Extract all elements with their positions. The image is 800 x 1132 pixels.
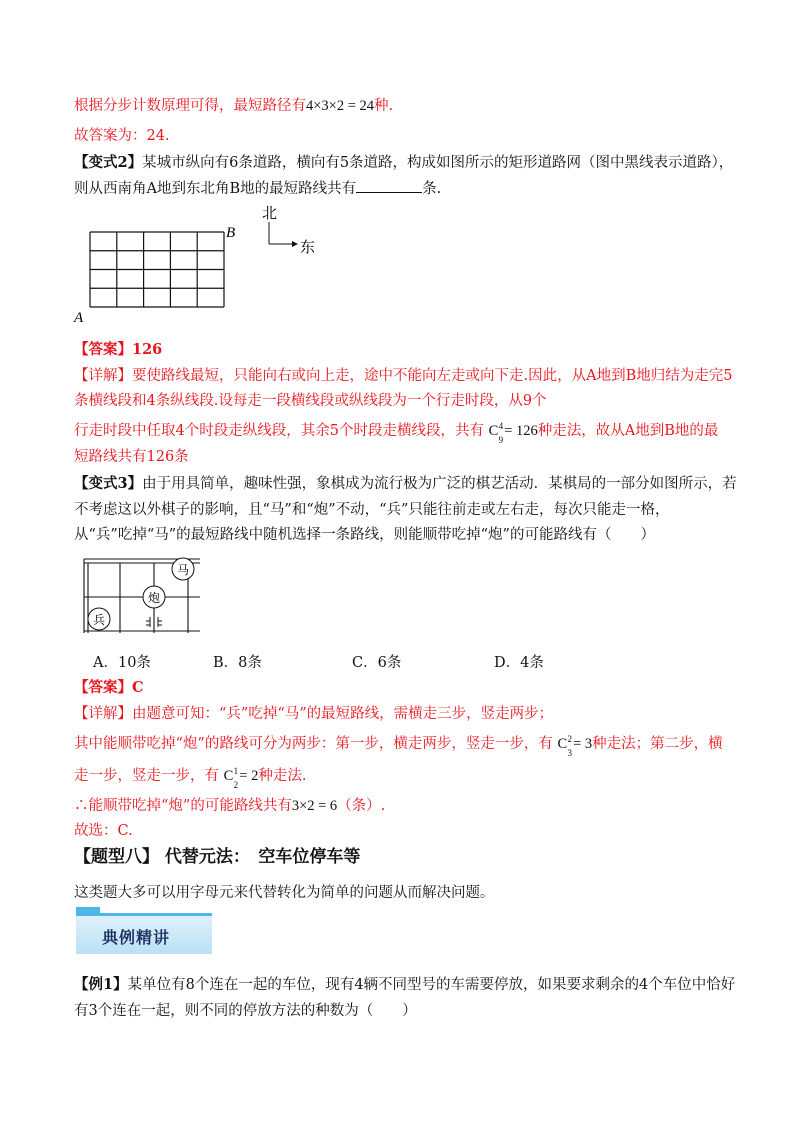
answer-blank <box>356 178 422 193</box>
chess-piece-bing-label: 兵 <box>93 613 106 627</box>
comb-base: C <box>488 423 499 439</box>
question-tag: 【变式3】 <box>74 475 143 492</box>
road-grid-figure <box>70 200 330 326</box>
chess-piece-pao-label: 炮 <box>148 591 161 605</box>
question-line: 有3个连在一起，则不同的停放方法的种数为（ ） <box>74 1003 417 1019</box>
text-span: 走一步，竖走一步，有 <box>74 768 219 784</box>
chess-piece-ma-label: 马 <box>177 563 190 577</box>
text-span: 种走法. <box>258 768 307 784</box>
example-1 <box>74 975 735 995</box>
point-label-b: B <box>226 225 236 241</box>
question-text: 由于用具简单，趣味性强，象棋成为流行极为广泛的棋艺活动．某棋局的一部分如图所示，若 <box>142 476 737 492</box>
north-label: 北 <box>262 206 278 222</box>
detail-line <box>74 734 723 758</box>
comb-bottom: 9 <box>498 435 504 445</box>
question-line: 从“兵”吃掉“马”的最短路线中随机选择一条路线，则能顺带吃掉“炮”的可能路线有（ ） <box>74 527 655 543</box>
comb-bottom: 2 <box>233 780 239 790</box>
comb-base: C <box>223 768 234 784</box>
section-description: 这类题大多可以用字母元来代替转化为简单的问题从而解决问题。 <box>74 885 495 901</box>
option-letter: C． <box>352 655 378 671</box>
option-value: 10条 <box>117 655 151 671</box>
example-banner <box>76 913 212 954</box>
question-text: 条. <box>422 181 442 197</box>
east-label: 东 <box>300 240 316 256</box>
math-expression: = 2 <box>239 768 259 784</box>
text-span: 种走法；第二步，横 <box>592 736 723 752</box>
question-tag: 【例1】 <box>74 976 128 993</box>
text-span: 种走法，故从A地到B地的最 <box>537 423 719 439</box>
text-span: 行走时段中任取4个时段走纵线段，其余5个时段走横线段，共有 <box>74 423 484 439</box>
text-line: 故答案为：24. <box>74 128 170 144</box>
question-text: 则从西南角A地到东北角B地的最短路线共有 <box>74 181 357 197</box>
question-line <box>74 178 441 199</box>
option-value: 4条 <box>520 655 544 671</box>
question-text: 某单位有8个连在一起的车位，现有4辆不同型号的车需要停放，如果要求剩余的4个车位中恰好 <box>127 977 736 993</box>
comb-base: C <box>557 736 568 752</box>
text-span: 种. <box>374 98 394 114</box>
section-title: 【题型八】 代替元法： 空车位停车等 <box>74 847 361 867</box>
question-tag: 【变式2】 <box>74 154 143 171</box>
math-expression: 4×3×2 = 24 <box>306 98 375 114</box>
option-b[interactable] <box>213 651 262 672</box>
detail-line: 【详解】由题意可知：“兵”吃掉“马”的最短路线，需横走三步，竖走两步； <box>74 706 554 722</box>
option-d[interactable] <box>494 651 544 672</box>
banner-label: 典例精讲 <box>102 928 171 947</box>
answer-line: 【答案】C <box>74 679 144 696</box>
comb-top: 1 <box>233 766 239 776</box>
math-expression: = 3 <box>573 736 593 752</box>
option-letter: A． <box>93 655 118 671</box>
math-expression: 3×2 = 6 <box>291 798 338 814</box>
grid-lines <box>90 232 224 307</box>
banner-tab <box>76 907 100 913</box>
text-line <box>74 96 393 116</box>
option-c[interactable] <box>352 651 401 672</box>
question-variant-2 <box>74 153 733 173</box>
detail-line <box>74 796 385 816</box>
combination-c94 <box>488 421 505 445</box>
east-arrow-icon <box>292 241 298 247</box>
detail-line: 【详解】要使路线最短，只能向右或向上走，途中不能向左走或向下走.因此，从A地到B地归结为走完5 <box>74 368 733 384</box>
math-expression: = 126 <box>504 423 538 439</box>
option-value: 8条 <box>238 655 262 671</box>
detail-line <box>74 766 307 790</box>
detail-line: 条横线段和4条纵线段.设每走一段横线段或纵线段为一个行走时段，从9个 <box>74 393 547 409</box>
detail-line: 短路线共有126条 <box>74 449 189 465</box>
combination-c32 <box>557 734 573 758</box>
text-span: （条）. <box>337 798 386 814</box>
combination-c21 <box>223 766 240 790</box>
question-text: 某城市纵向有6条道路，横向有5条道路，构成如图所示的矩形道路网（图中黑线表示道路）， <box>142 155 734 171</box>
comb-top: 2 <box>567 734 572 744</box>
option-letter: D． <box>494 655 521 671</box>
option-value: 6条 <box>377 655 402 671</box>
text-span: ∴能顺带吃掉“炮”的可能路线共有 <box>74 798 292 814</box>
text-span: 根据分步计数原理可得，最短路径有 <box>74 98 306 114</box>
question-variant-3 <box>74 474 737 494</box>
chess-board-figure <box>80 555 210 641</box>
answer-line: 【答案】126 <box>74 341 163 358</box>
detail-line: 故选：C. <box>74 823 133 839</box>
comb-top: 4 <box>498 421 504 431</box>
option-letter: B． <box>213 655 239 671</box>
detail-line <box>74 421 719 445</box>
option-a[interactable] <box>93 651 151 672</box>
question-line: 不考虑这以外棋子的影响，且“马”和“炮”不动，“兵”只能往前走或左右走，每次只能走一格， <box>74 502 670 518</box>
comb-bottom: 3 <box>567 748 572 758</box>
text-span: 其中能顺带吃掉“炮”的路线可分为两步：第一步，横走两步，竖走一步，有 <box>74 736 553 752</box>
point-label-a: A <box>74 310 84 326</box>
